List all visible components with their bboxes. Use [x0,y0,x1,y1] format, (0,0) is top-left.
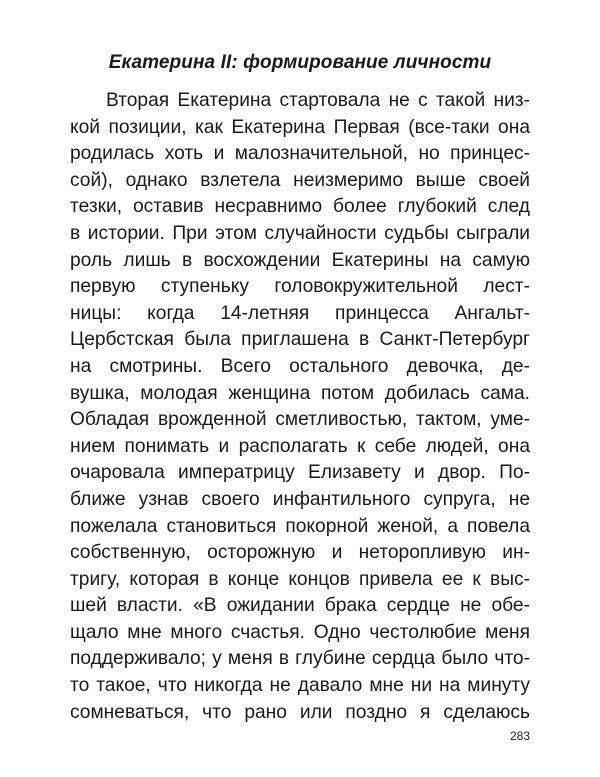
text-line: шей власти. «В ожидании брака сердце не обе- [70,595,530,617]
text-line: родилась хоть и малозначительной, но принцес- [70,143,530,165]
page-number: 283 [509,729,530,743]
text-line: поддерживало; у меня в глубине сердца было что- [70,648,530,670]
chapter-title: Екатерина II: формирование личности [108,52,492,73]
body-text [70,88,530,726]
text-line: собственную, осторожную и неторопливую ин- [70,542,530,564]
text-line: в истории. При этом случайности судьбы сыграли [70,222,530,244]
text-line: пожелала становиться покорной женой, а повела [70,515,530,537]
text-line: на смотрины. Всего остального девочка, де- [70,355,530,377]
text-line: сой), однако взлетела неизмеримо выше своей [70,169,530,191]
text-line: кой позиции, как Екатерина Первая (все-таки она [70,116,530,138]
text-line: очаровала императрицу Елизавету и двор. По- [70,462,530,484]
text-line: ближе узнав своего инфантильного супруга, не [70,488,530,510]
text-line: первую ступеньку головокружительной лест- [70,276,530,298]
text-line: тезки, оставив несравнимо более глубокий след [70,196,530,218]
text-line: Цербстская была приглашена в Санкт-Петербург [70,329,530,351]
text-line: роль лишь в восхождении Екатерины на самую [70,249,530,271]
text-line: ницы: когда 14-летняя принцесса Ангальт- [70,302,530,324]
text-line: Вторая Екатерина стартовала не с такой низ- [106,90,530,111]
text-line: то такое, что никогда не давало мне ни на минуту [70,675,530,697]
text-line: вушка, молодая женщина потом добилась сама. [70,382,530,404]
text-line: щало мне много счастья. Одно честолюбие меня [70,621,530,643]
text-line: сомневаться, что рано или поздно я сделаюсь [70,701,530,723]
text-line: тригу, которая в конце концов привела ее к выс- [70,568,530,590]
text-line: Обладая врожденной сметливостью, тактом, уме- [70,409,530,431]
text-line: нием понимать и располагать к себе людей, она [70,435,530,457]
